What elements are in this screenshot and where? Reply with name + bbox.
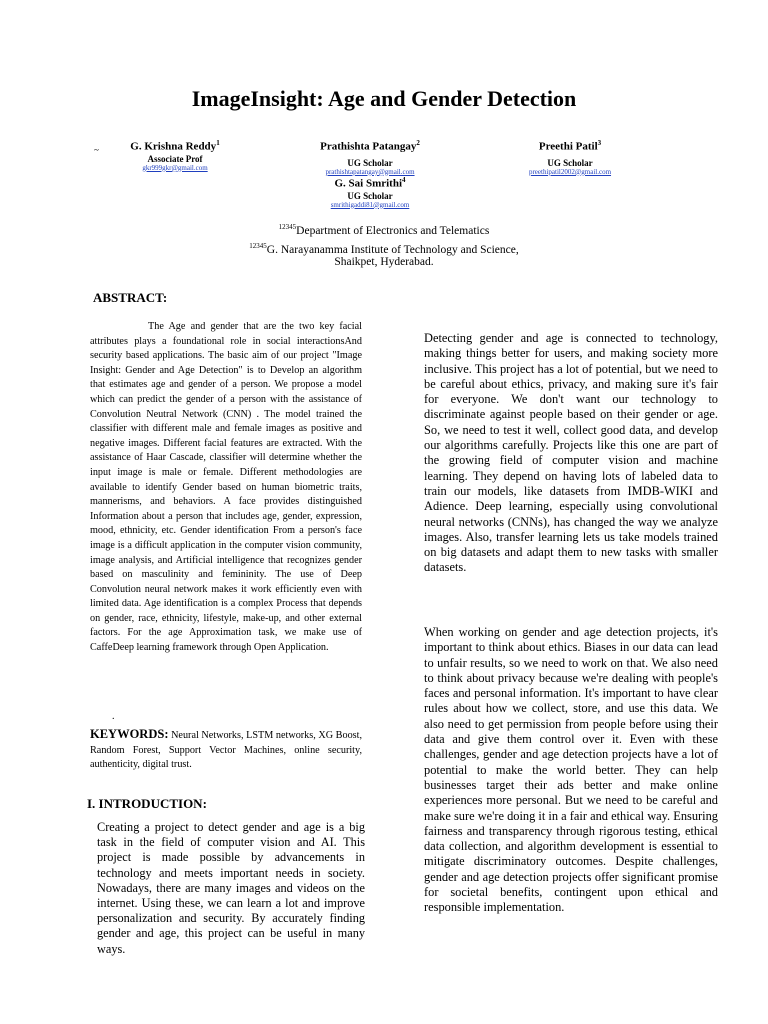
introduction-text: Creating a project to detect gender and age is a big task in the field of computer vision and AI. This project is made possible by advancements in technology and meets important needs in society. Nowadays, there are many images and videos on the internet. Using these, we can learn a lot and improve personalization and security. By accurately finding gender and age, this project can be useful in many ways. [97, 820, 365, 956]
author-role: Associate Prof [147, 153, 203, 164]
abstract-text: The Age and gender that are the two key facial attributes plays a foundational role in social interactionsAnd security based applications. The basic aim of our project "Image Insight: Gender and Age Detection" is to Develop an algorithm that estimates age and gender of a person. We propose a model which can predict the gender of a person with the assistance of Convolution Neutral Network (CNN) . The model trained the classifier with different male and female images as positive and negative images. Different facial features are extracted. With the assistance of Haar Cascade, classifier will determine whether the input image is male or female. Different methodologies are available to identify Gender based on human biometric traits, mannerisms, and behaviors. A face provides distinguished Information about a person that includes age, gender, expression, mood, ethnicity, etc. Gender identification From a person's face image is a difficult application in the computer vision community, image analysis, and Artificial intelligence that recognizes gender based on masculinity and femininity. The use of Deep Convolution neural network makes it work efficiently even with limited data. Age identification is a complex Process that depends on gender, race, ethnicity, lifestyle, make-up, and other external factors. For the age Approximation task, we make use of CaffeDeep learning framework through Open Application. [90, 321, 362, 654]
keywords-label: KEYWORDS: [90, 727, 169, 741]
tick-mark: ~ [94, 145, 99, 155]
keywords-text: Neural Networks, LSTM networks, XG Boost, Random Forest, Support Vector Machines, online security, authenticity, digital trust. [90, 730, 362, 771]
affiliation-location: Shaikpet, Hyderabad. [334, 256, 434, 268]
author-email-link[interactable]: smrithigaddi81@gmail.com [330, 200, 410, 209]
author-block-3 [490, 139, 650, 176]
author-role: UG Scholar [547, 157, 593, 168]
right-column-paragraph-2: When working on gender and age detection projects, it's important to think about ethics. Biases in our data can lead to unfair results, so we need to work on that. We also need to think about privacy because we're dealing with people's faces and personal information. It's important to have clear rules about how we collect, store, and use this data. We also need to get permission from people before using their data and give them control over it. Even with these challenges, gender and age detection projects have a lot of potential to make the world better. They can help businesses target their ads better and make online experiences more personal. But we need to be careful and make sure we're doing it in a fair and ethical way. Ensuring fairness and transparency through rigorous testing, ethical data collection, and algorithm development is essential to mitigate discriminatory outcomes. Despite challenges, gender and age detection projects offer significant promise for societal benefits, contingent upon ethical and responsible implementation. [424, 625, 718, 915]
introduction-heading: I. INTRODUCTION: [87, 796, 207, 811]
affiliation-institute: $^{12345}$G. Narayanamma Institute of Technology and Science, [249, 242, 519, 256]
author-email-link[interactable]: prathishtapatangay@gmail.com [325, 167, 415, 176]
right-column-paragraph-1: Detecting gender and age is connected to technology, making things better for users, and making society more inclusive. This project has a lot of potential, but we need to be careful about ethics, privacy, and making sure it's fair for everyone. We don't want our technology to discriminate against people based on their gender or age. So, we need to test it well, collect good data, and develop our algorithms carefully. Projects like this one are part of the growing field of computer vision and machine learning. They depend on having lots of labeled data to train our models, like datasets from IMDB-WIKI and Adience. Deep learning, especially using convolutional neural networks (CNNs), has changed the way we analyze images. Also, transfer learning lets us take models trained on big datasets and adapt them to new tasks with smaller datasets. [424, 331, 718, 575]
abstract-trailing-dot: . [112, 711, 115, 722]
abstract-heading: ABSTRACT: [93, 290, 168, 305]
author-email-link[interactable]: gkr999gkr@gmail.com [142, 163, 208, 172]
author-name: Preethi Patil$^3$ [538, 139, 602, 153]
author-name: G. Krishna Reddy$^1$ [130, 139, 220, 153]
author-name: Prathishta Patangay$^2$ [320, 139, 420, 153]
author-block-4 [290, 176, 450, 209]
author-name: G. Sai Smrithi$^4$ [334, 176, 406, 190]
author-email-link[interactable]: preethipatil2002@gmail.com [528, 167, 612, 176]
keywords-paragraph [90, 727, 362, 773]
affiliation-department: $^{12345}$Department of Electronics and Telematics [278, 223, 490, 237]
author-block-2 [290, 139, 450, 176]
author-role: UG Scholar [347, 190, 393, 201]
author-block-1 [100, 139, 250, 172]
author-role: UG Scholar [347, 157, 393, 168]
paper-title: ImageInsight: Age and Gender Detection [191, 86, 577, 111]
